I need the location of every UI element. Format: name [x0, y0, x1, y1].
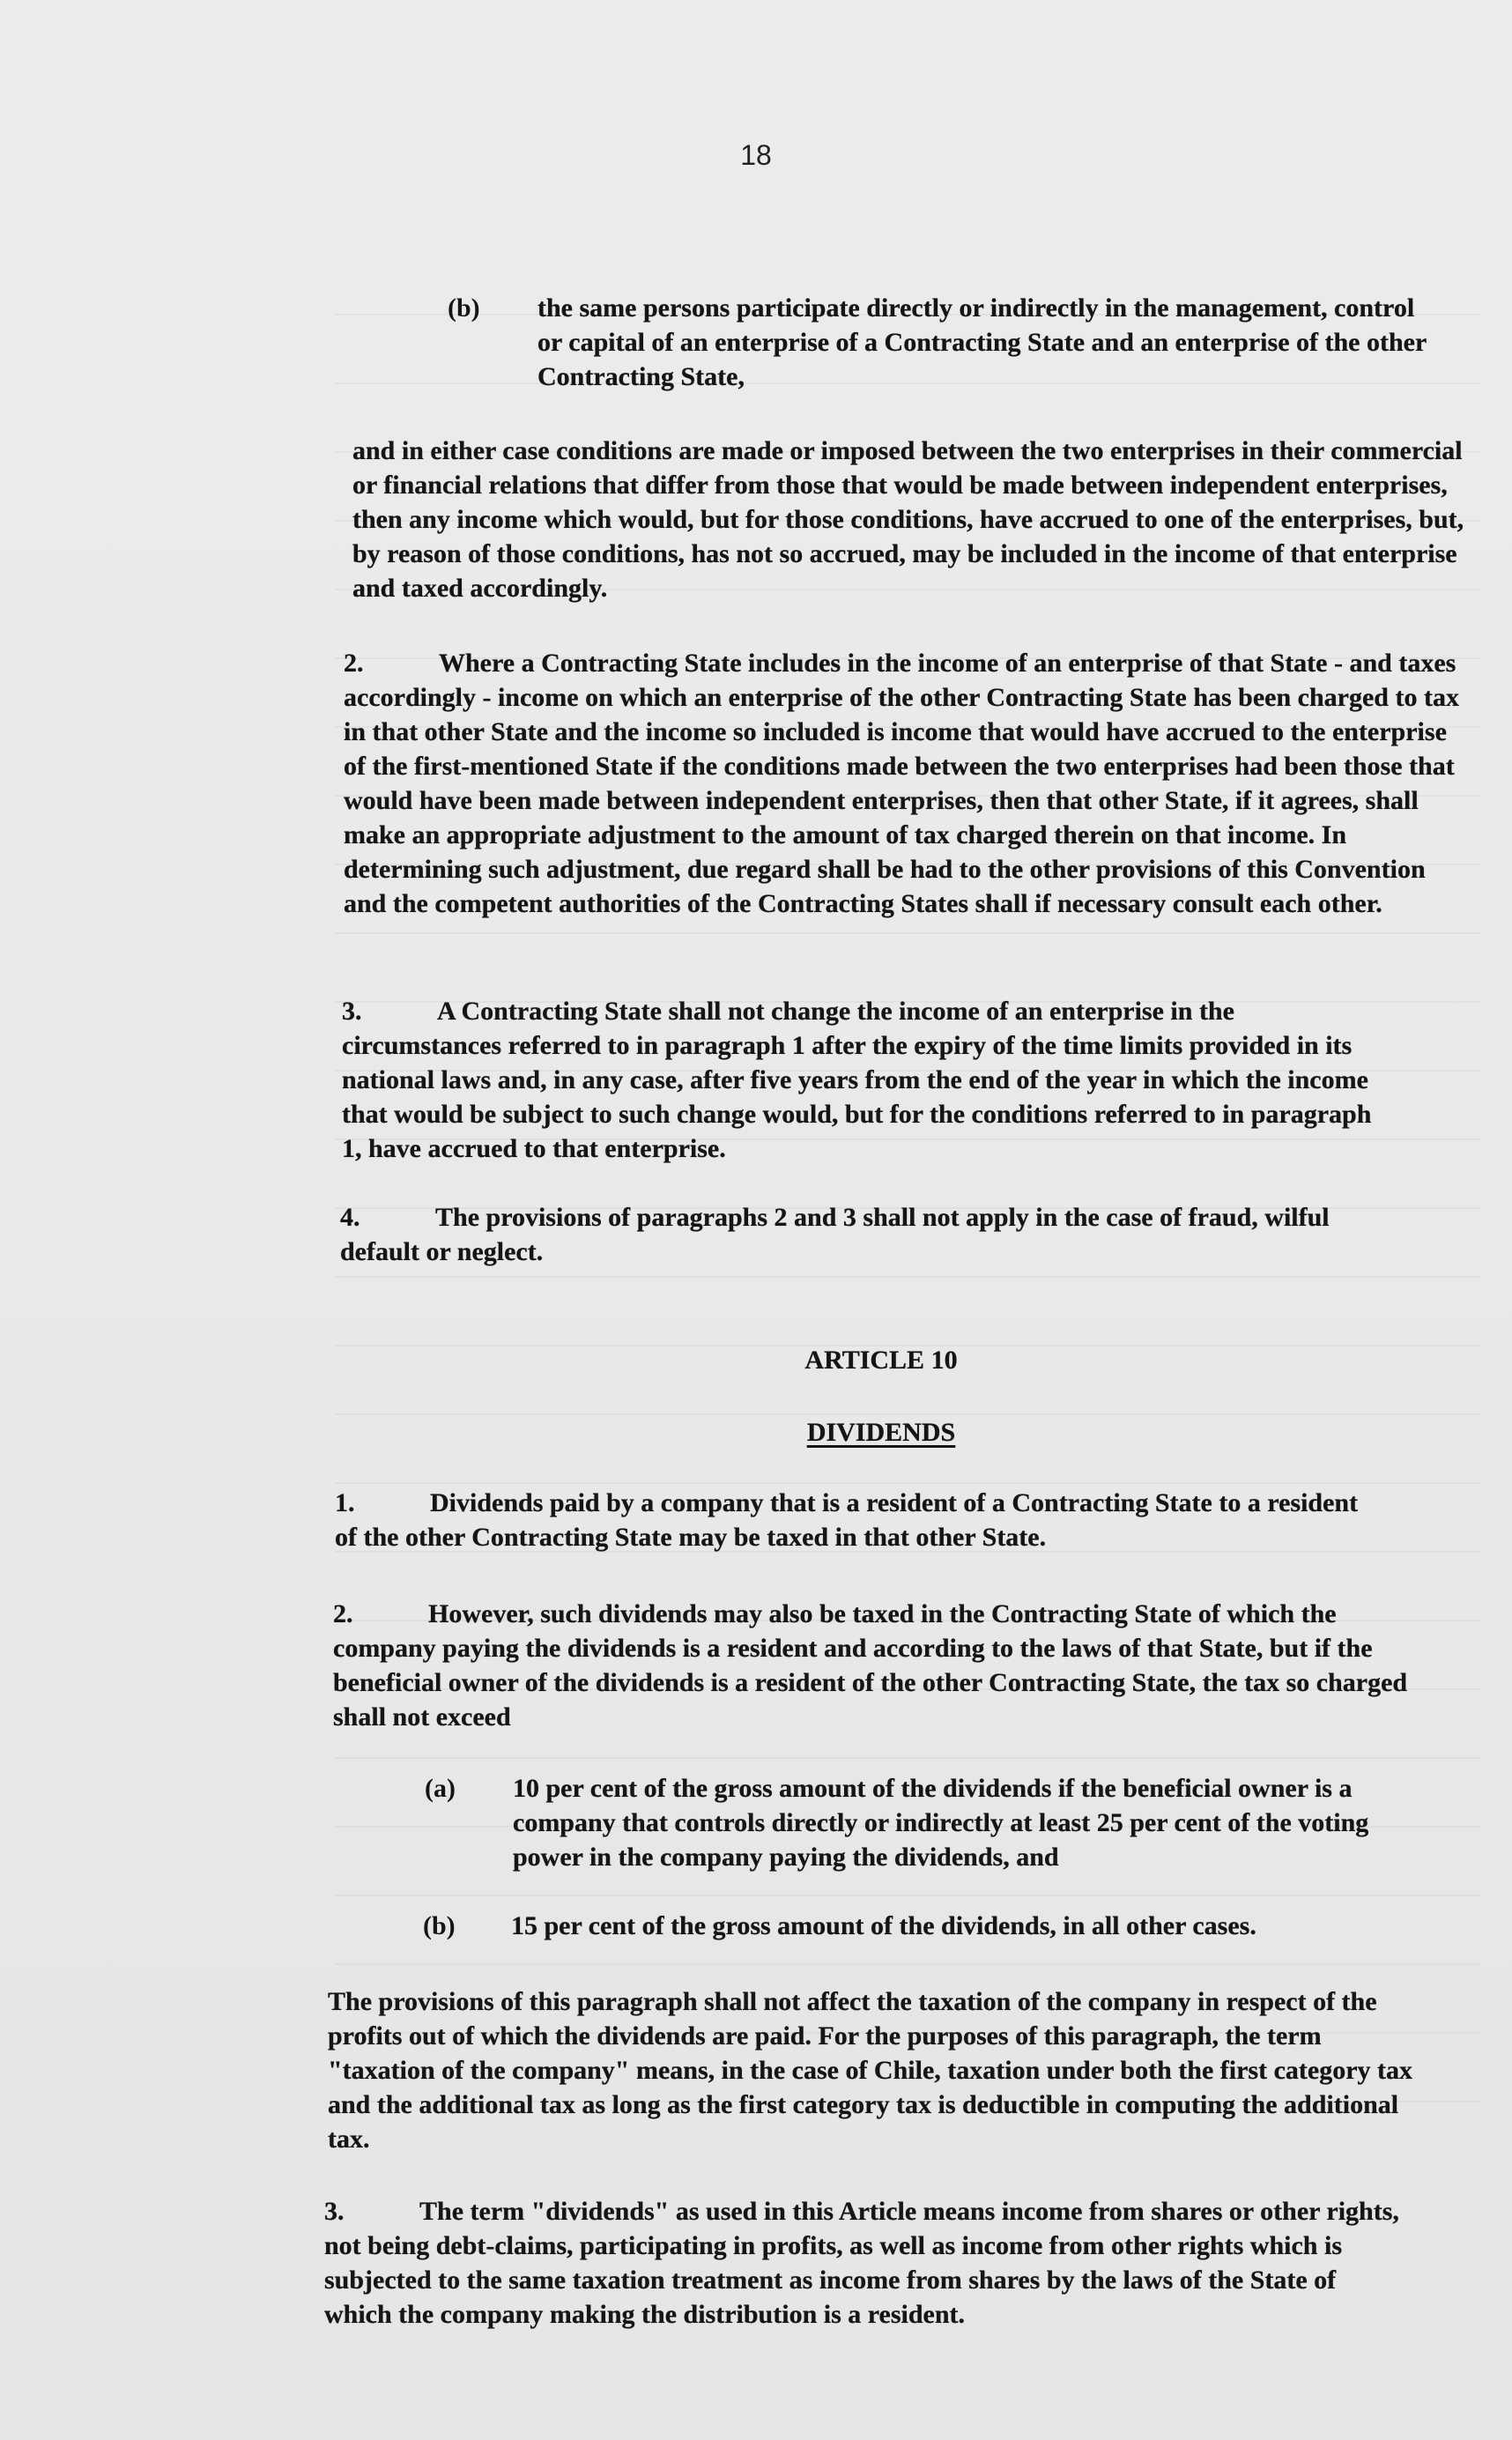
paragraph-number: 1.: [335, 1488, 355, 1517]
article10-paragraph-3: [324, 2194, 1404, 2332]
intro-sub-item-text: the same persons participate directly or indirectly in the management, control or capital of an enterprise of a Contracting State and an enterprise of the other Contracting State,: [537, 293, 1427, 391]
paragraph-text: However, such dividends may also be taxed in the Contracting State of which the company paying the dividends is a resident and according to the laws of that State, but if the beneficial owner of the dividends is a resident of the other Contracting State, the tax so charged shall not exceed: [333, 1599, 1408, 1732]
article-title: DIVIDENDS: [806, 1418, 956, 1447]
article9-paragraph-3: [342, 994, 1382, 1166]
paragraph-text: The provisions of paragraphs 2 and 3 shall not apply in the case of fraud, wilful default or neglect.: [340, 1203, 1330, 1266]
sub-item-label: (a): [425, 1774, 456, 1803]
paragraph-number: 3.: [324, 2197, 345, 2226]
article10-paragraph-1: [335, 1486, 1383, 1554]
page-number: 18: [740, 139, 772, 171]
paragraph-number: 4.: [340, 1203, 360, 1232]
paragraph-number: 2.: [333, 1599, 353, 1628]
paragraph-text: Dividends paid by a company that is a resident of a Contracting State to a resident of the other Contracting State may be taxed in that other State.: [335, 1488, 1359, 1552]
paragraph-text: A Contracting State shall not change the income of an enterprise in the circumstances referred to in paragraph 1 after the expiry of the time limits provided in its national laws and, in any case, after five years from the end of the year in which the income that would be subject to such change would, but for the conditions referred to in paragraph 1, have accrued to that enterprise.: [342, 997, 1372, 1163]
article9-paragraph-4: [340, 1200, 1389, 1269]
article9-paragraph-2: [344, 646, 1461, 921]
article10-paragraph-2: [333, 1597, 1426, 1734]
sub-item-text: 15 per cent of the gross amount of the dividends, in all other cases.: [511, 1911, 1256, 1940]
paragraph-number: 2.: [344, 649, 364, 678]
article-heading: ARTICLE 10: [804, 1346, 958, 1375]
paragraph-text: Where a Contracting State includes in the income of an enterprise of that State - and taxes accordingly - income on which an enterprise of the other Contracting State has been charged to tax in that other State and the income so included is income that would have accrued to the enterprise of the first-mentioned State if the conditions made between the two enterprises had been those that would have been made between independent enterprises, then that other State, if it agrees, shall make an appropriate adjustment to the amount of tax charged therein on that income. In determining such adjustment, due regard shall be had to the other provisions of this Convention and the competent authorities of the Contracting States shall if necessary consult each other.: [344, 649, 1459, 918]
continuation-paragraph: and in either case conditions are made or imposed between the two enterprises in their commercial or financial relations that differ from those that would be made between independent enterprises, then any income which would, but for those conditions, have accrued to one of the enterprises, but, by reason of those conditions, has not so accrued, may be included in the income of that enterprise and taxed accordingly.: [352, 436, 1464, 603]
paragraph-number: 3.: [342, 997, 362, 1026]
paragraph-text: The term "dividends" as used in this Article means income from shares or other rights, not being debt-claims, participating in profits, as well as income from other rights which is subjected to the same taxation treatment as income from shares by the laws of the State of which the company making the distribution is a resident.: [324, 2197, 1399, 2329]
intro-sub-item-label: (b): [448, 293, 480, 323]
closing-paragraph: The provisions of this paragraph shall not affect the taxation of the company in respect of the profits out of which the dividends are paid. For the purposes of this paragraph, the term "taxation of the company" means, in the case of Chile, taxation under both the first category tax and the additional tax as long as the first category tax is deductible in computing the additional tax.: [328, 1987, 1412, 2154]
sub-item-text: 10 per cent of the gross amount of the dividends if the beneficial owner is a company that controls directly or indirectly at least 25 per cent of the voting power in the company paying the dividends, and: [513, 1774, 1369, 1872]
sub-item-label: (b): [423, 1911, 456, 1940]
